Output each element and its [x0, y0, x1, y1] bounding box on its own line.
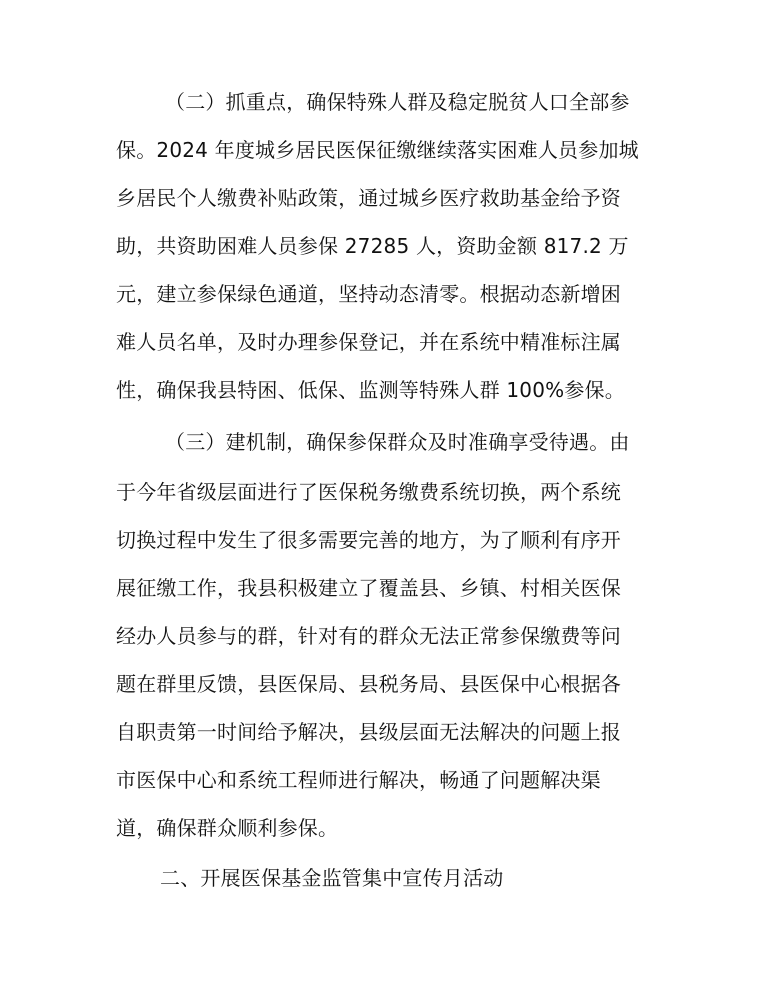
paragraph-2-line-9: 道，确保群众顺利参保。 — [116, 816, 339, 840]
paragraph-1-line-5: 元，建立参保绿色通道，坚持动态清零。根据动态新增困 — [116, 282, 621, 306]
paragraph-1-line-4: 助，共资助困难人员参保 27285 人，资助金额 817.2 万 — [116, 234, 629, 258]
paragraph-2-line-5: 经办人员参与的群，针对有的群众无法正常参保缴费等问 — [116, 624, 621, 648]
paragraph-2-line-1: （三）建机制，确保参保群众及时准确享受待遇。由 — [165, 430, 630, 454]
paragraph-2-line-8: 市医保中心和系统工程师进行解决，畅通了问题解决渠 — [116, 768, 601, 792]
paragraph-2-line-7: 自职责第一时间给予解决，县级层面无法解决的问题上报 — [116, 720, 621, 744]
paragraph-2-line-2: 于今年省级层面进行了医保税务缴费系统切换，两个系统 — [116, 480, 621, 504]
paragraph-2-line-3: 切换过程中发生了很多需要完善的地方，为了顺利有序开 — [116, 528, 621, 552]
paragraph-2-line-4: 展征缴工作，我县积极建立了覆盖县、乡镇、村相关医保 — [116, 576, 621, 600]
paragraph-1-line-7: 性，确保我县特困、低保、监测等特殊人群 100%参保。 — [116, 378, 625, 402]
paragraph-1-line-2: 保。2024 年度城乡居民医保征缴继续落实困难人员参加城 — [116, 138, 639, 162]
paragraph-1-line-3: 乡居民个人缴费补贴政策，通过城乡医疗救助基金给予资 — [116, 186, 621, 210]
paragraph-1-line-6: 难人员名单，及时办理参保登记，并在系统中精准标注属 — [116, 330, 621, 354]
section-heading-2: 二、开展医保基金监管集中宣传月活动 — [160, 866, 504, 890]
paragraph-1-line-1: （二）抓重点，确保特殊人群及稳定脱贫人口全部参 — [165, 90, 630, 114]
paragraph-2-line-6: 题在群里反馈，县医保局、县税务局、县医保中心根据各 — [116, 672, 621, 696]
